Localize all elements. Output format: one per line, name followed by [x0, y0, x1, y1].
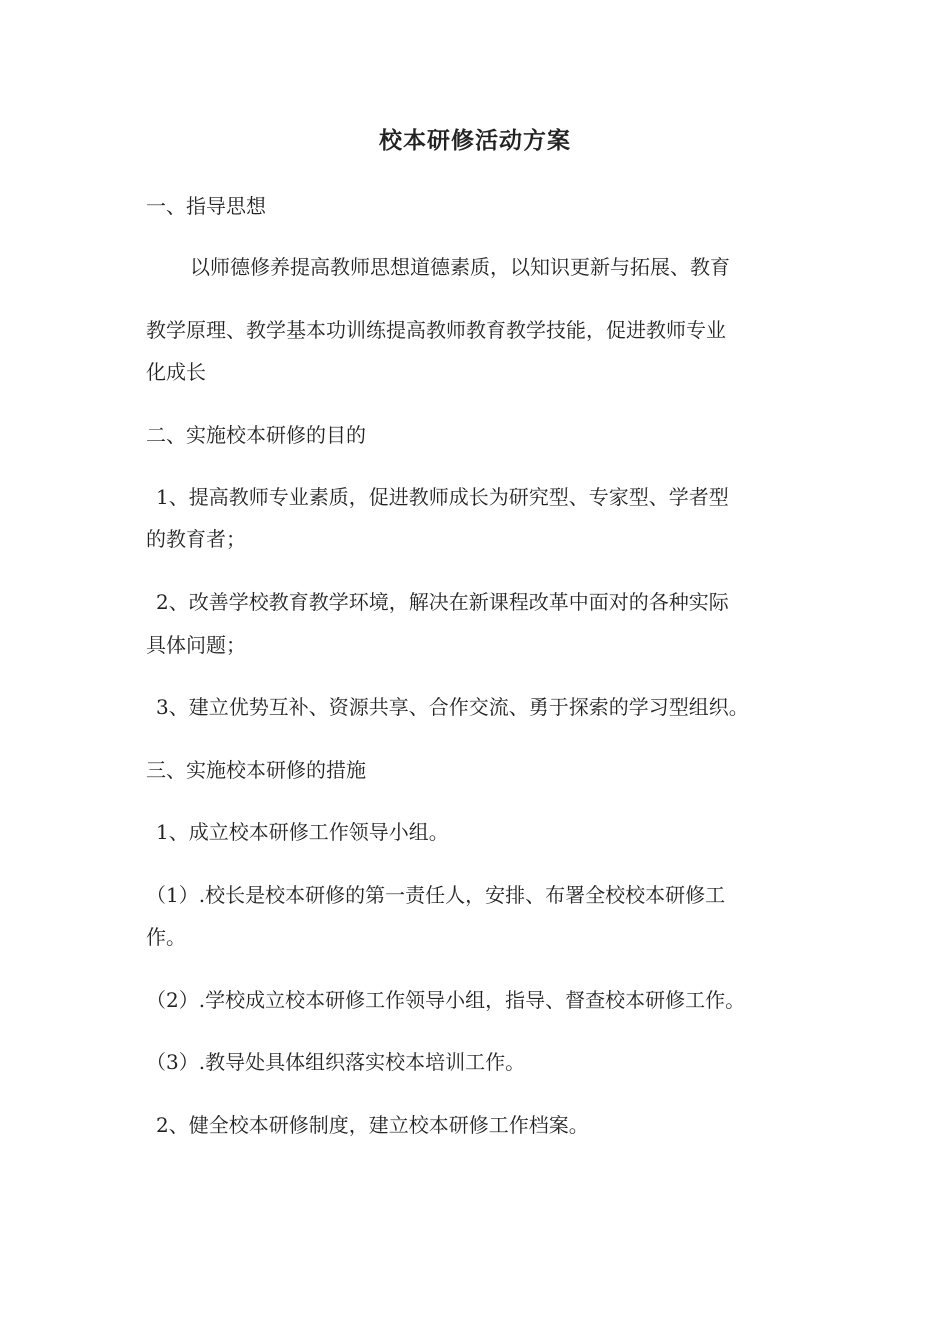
- list-item-line: 3、建立优势互补、资源共享、合作交流、勇于探索的学习型组织。: [156, 695, 749, 719]
- list-item-line: 1、成立校本研修工作领导小组。: [156, 820, 449, 844]
- list-item-line: 2、健全校本研修制度，建立校本研修工作档案。: [156, 1113, 589, 1137]
- section-heading-2: 二、实施校本研修的目的: [146, 423, 366, 447]
- section-heading-1: 一、指导思想: [146, 194, 266, 218]
- list-item-line: 1、提高教师专业素质，促进教师成长为研究型、专家型、学者型: [156, 485, 729, 509]
- paragraph-line: 教学原理、教学基本功训练提高教师教育教学技能，促进教师专业: [146, 318, 726, 342]
- section-heading-3: 三、实施校本研修的措施: [146, 758, 366, 782]
- list-item-line: 2、改善学校教育教学环境，解决在新课程改革中面对的各种实际: [156, 590, 729, 614]
- sub-item-line: （3）.教导处具体组织落实校本培训工作。: [146, 1050, 526, 1074]
- list-item-line: 具体问题；: [146, 633, 246, 657]
- paragraph-line: 化成长: [146, 360, 206, 384]
- list-item-line: 的教育者；: [146, 527, 246, 551]
- sub-item-line: （2）.学校成立校本研修工作领导小组，指导、督查校本研修工作。: [146, 988, 746, 1012]
- sub-item-line: 作。: [146, 925, 186, 949]
- paragraph-line: 以师德修养提高教师思想道德素质，以知识更新与拓展、教育: [190, 255, 730, 279]
- document-title: 校本研修活动方案: [379, 127, 571, 154]
- sub-item-line: （1）.校长是校本研修的第一责任人，安排、布署全校校本研修工: [146, 883, 726, 907]
